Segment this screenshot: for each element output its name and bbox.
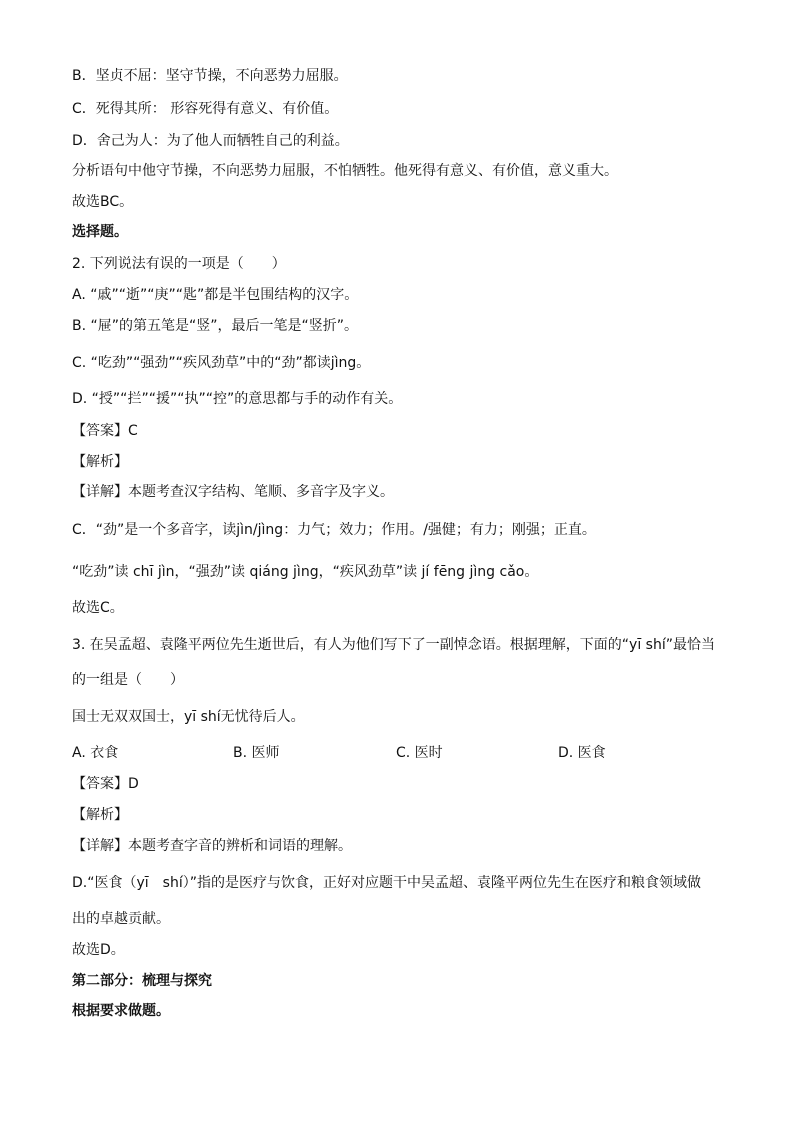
q3-option-c: C. 医时	[396, 745, 443, 761]
q2-option-a: A. “戚”“逝”“庚”“匙”都是半包围结构的汉字。	[72, 287, 359, 303]
q2-option-d: D. “授”“拦”“援”“执”“控”的意思都与手的动作有关。	[72, 391, 403, 407]
q1-option-b-explanation: B．坚贞不屈：坚守节操，不向恶势力屈服。	[72, 68, 348, 84]
q2-stem: 2. 下列说法有误的一项是（ ）	[72, 256, 286, 272]
q1-option-c-explanation: C．死得其所： 形容死得有意义、有价值。	[72, 101, 339, 117]
q2-detail: 【详解】本题考查汉字结构、笔顺、多音字及字义。	[72, 484, 394, 500]
q3-analysis-label: 【解析】	[72, 807, 128, 823]
q1-conclusion: 故选BC。	[72, 194, 134, 210]
part-two-instruction: 根据要求做题。	[72, 1003, 170, 1019]
q3-couplet: 国士无双双国士，yī shí无忧待后人。	[72, 709, 305, 725]
q2-conclusion: 故选C。	[72, 600, 124, 616]
q3-detail-d-line2: 出的卓越贡献。	[72, 911, 170, 927]
q3-conclusion: 故选D。	[72, 942, 125, 958]
part-two-heading: 第二部分：梳理与探究	[72, 973, 212, 989]
q2-answer: 【答案】C	[72, 423, 138, 439]
q2-option-c: C. “吃劲”“强劲”“疾风劲草”中的“劲”都读jìng。	[72, 355, 371, 371]
q1-analysis: 分析语句中他守节操，不向恶势力屈服，不怕牺牲。他死得有意义、有价值，意义重大。	[72, 163, 618, 179]
q2-option-b: B. “屉”的第五笔是“竖”，最后一笔是“竖折”。	[72, 318, 359, 334]
q2-detail-c: C．“劲”是一个多音字，读jìn/jìng：力气；效力；作用。/强健；有力；刚强；正直。	[72, 522, 596, 538]
q3-option-d: D. 医食	[558, 745, 606, 761]
q3-stem-line2: 的一组是（ ）	[72, 672, 184, 688]
section-heading: 选择题。	[72, 224, 128, 240]
q3-option-b: B. 医师	[233, 745, 280, 761]
q3-stem-line1: 3. 在吴孟超、袁隆平两位先生逝世后，有人为他们写下了一副悼念语。根据理解，下面的“yī shí”最恰当	[72, 637, 715, 653]
q3-detail-d-line1: D.“医食（yī shí）”指的是医疗与饮食，正好对应题干中吴孟超、袁隆平两位先生在医疗和粮食领域做	[72, 875, 701, 891]
q2-pinyin-note: “吃劲”读 chī jìn，“强劲”读 qiáng jìng，“疾风劲草”读 jí fēng jìng cǎo。	[72, 564, 539, 580]
q3-detail: 【详解】本题考查字音的辨析和词语的理解。	[72, 838, 352, 854]
q3-answer: 【答案】D	[72, 776, 139, 792]
q2-analysis-label: 【解析】	[72, 454, 128, 470]
q3-option-a: A. 衣食	[72, 745, 119, 761]
q1-option-d-explanation: D．舍己为人：为了他人而牺牲自己的利益。	[72, 133, 349, 149]
